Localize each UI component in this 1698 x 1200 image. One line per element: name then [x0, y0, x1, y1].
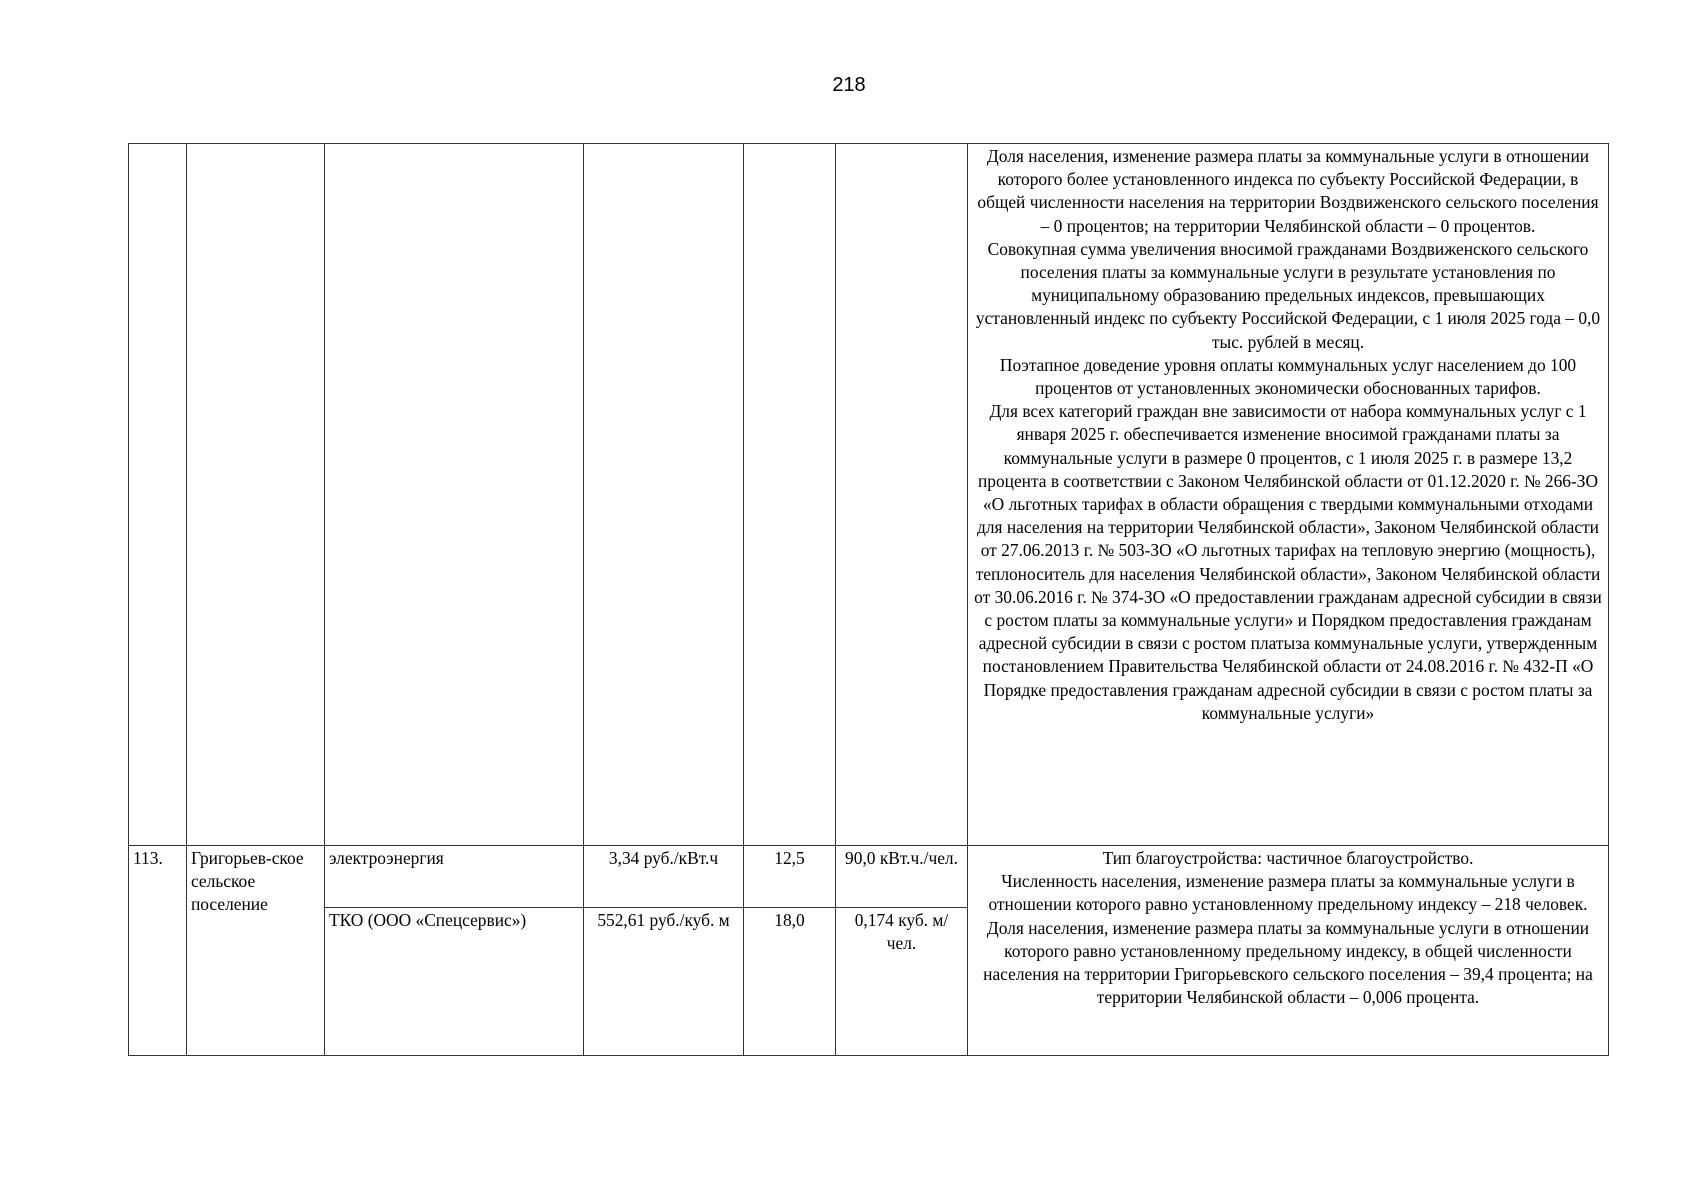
cell-municipality: Григорьев-ское сельское поселение — [187, 846, 325, 1056]
cell-tariff: 552,61 руб./куб. м — [584, 908, 744, 1056]
description-paragraph: Доля населения, изменение размера платы за коммунальные услуги в отношении которого более установленного индекса по субъекту Российской Федерации, в общей численности населения на территории Воздвиженского сельского поселения – 0 процентов; на территории Челябинской области – 0 процентов. — [977, 146, 1599, 236]
description-paragraph: Поэтапное доведение уровня оплаты коммунальных услуг населением до 100 процентов от установленных экономически обоснованных тарифов. — [999, 354, 1577, 399]
cell-row-number: 113. — [129, 846, 187, 1056]
cell-tariff: 3,34 руб./кВт.ч — [584, 846, 744, 908]
cell-index: 12,5 — [744, 846, 836, 908]
description-paragraph: Совокупная сумма увеличения вносимой гражданами Воздвиженского сельского поселения платы за коммунальные услуги в результате установления по муниципальному образованию предельных индексов, превышающих установленный индекс по субъекту Российской Федерации, с 1 июля 2025 года – 0,0 тыс. рублей в месяц. — [975, 238, 1601, 352]
cell-index-empty — [744, 144, 836, 846]
tariff-table — [128, 143, 1609, 1056]
description-paragraph: Для всех категорий граждан вне зависимости от набора коммунальных услуг с 1 января 2025 г. обеспечивается изменение вносимой гражданами платы за коммунальные услуги в размере 0 процентов, с 1 июля 2025 г. в размере 13,2 процента в соответствии с Законом Челябинской области от 01.12.2020 г. № 266-ЗО «О льготных тарифах в области обращения с твердыми коммунальными отходами для населения на территории Челябинской области», Законом Челябинской области от 27.06.2013 г. № 503-ЗО «О льготных тарифах на тепловую энергию (мощность), теплоноситель для населения Челябинской области», Законом Челябинской области от 30.06.2016 г. № 374-ЗО «О предоставлении гражданам адресной субсидии в связи с ростом платы за коммунальные услуги» и Порядком предоставления гражданам адресной субсидии в связи с ростом платыза коммунальные услуги, утвержденным постановлением Правительства Челябинской области от 24.08.2016 г. № 432-П «О Порядке предоставления гражданам адресной субсидии в связи с ростом платы за коммунальные услуги» — [974, 401, 1602, 723]
cell-number-empty — [129, 144, 187, 846]
description-paragraph: Тип благоустройства: частичное благоустройство. — [1102, 848, 1474, 868]
cell-description-continued — [968, 144, 1609, 846]
table-row-113-electricity — [129, 846, 1609, 908]
table-row-continued — [129, 144, 1609, 846]
cell-service-empty — [325, 144, 584, 846]
cell-municipality-empty — [187, 144, 325, 846]
cell-service-name: ТКО (ООО «Спецсервис») — [325, 908, 584, 1056]
cell-norm-empty — [836, 144, 968, 846]
cell-norm: 0,174 куб. м/чел. — [836, 908, 968, 1056]
cell-service-name: электроэнергия — [325, 846, 584, 908]
page-number: 218 — [832, 74, 866, 96]
cell-index: 18,0 — [744, 908, 836, 1056]
description-paragraph: Доля населения, изменение размера платы за коммунальные услуги в отношении которого равно установленному предельному индексу, в общей численности населения на территории Григорьевского сельского поселения – 39,4 процента; на территории Челябинской области – 0,006 процента. — [983, 917, 1593, 1008]
cell-tariff-empty — [584, 144, 744, 846]
description-paragraph: Численность населения, изменение размера платы за коммунальные услуги в отношении которого равно установленному предельному индексу – 218 человек. — [988, 871, 1588, 915]
cell-description-113 — [968, 846, 1609, 1056]
cell-norm: 90,0 кВт.ч./чел. — [836, 846, 968, 908]
